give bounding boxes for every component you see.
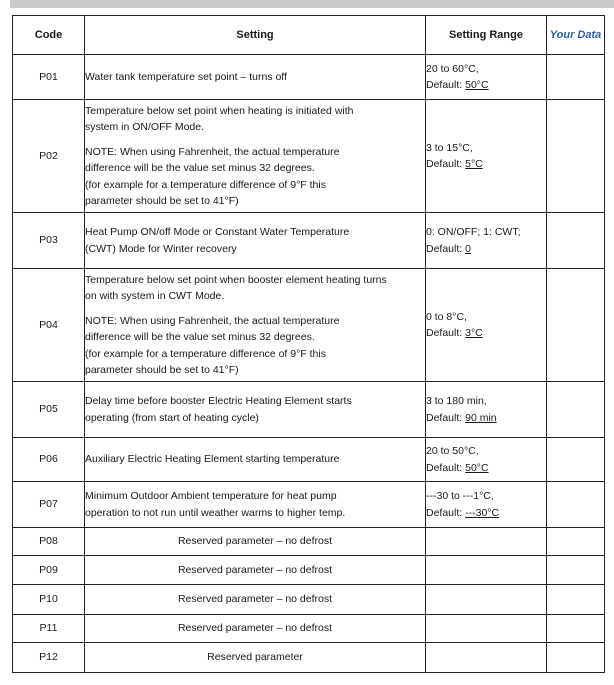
your-data-cell[interactable] — [547, 615, 605, 643]
table-row — [13, 643, 605, 673]
default-label: Default: — [426, 461, 463, 474]
default-value: 50°C — [465, 461, 489, 474]
table-row — [13, 269, 605, 382]
your-data-cell[interactable] — [547, 528, 605, 556]
setting-note-line: (for example for a temperature difference of 9°F this — [85, 178, 326, 191]
table-row — [13, 528, 605, 556]
setting-note-line: (for example for a temperature difference of 9°F this — [85, 347, 326, 360]
range-line: 0 to 8°C, — [426, 310, 467, 323]
your-data-cell[interactable] — [547, 438, 605, 482]
setting-line: Heat Pump ON/off Mode or Constant Water Temperature — [85, 226, 350, 238]
default-label: Default: — [426, 506, 463, 519]
setting-line: Delay time before booster Electric Heating Element starts — [85, 395, 352, 407]
row-range — [426, 556, 547, 585]
table-row — [13, 55, 605, 100]
your-data-cell[interactable] — [547, 556, 605, 585]
header-setting-range: Setting Range — [426, 16, 547, 55]
row-setting — [85, 55, 426, 100]
row-code: P06 — [13, 438, 85, 482]
row-range — [426, 643, 547, 673]
default-value: 90 min — [465, 411, 497, 424]
setting-note-line: NOTE: When using Fahrenheit, the actual temperature — [85, 314, 340, 327]
row-code: P12 — [13, 643, 85, 673]
setting-line: operating (from start of heating cycle) — [85, 411, 259, 424]
row-setting — [85, 269, 426, 382]
default-label: Default: — [426, 242, 463, 255]
your-data-cell[interactable] — [547, 643, 605, 673]
default-label: Default: — [426, 411, 463, 424]
table-row — [13, 213, 605, 269]
row-range — [426, 55, 547, 100]
row-range — [426, 615, 547, 643]
header-your-data: Your Data — [547, 16, 605, 55]
row-range — [426, 528, 547, 556]
range-line: 0: ON/OFF; 1: CWT; — [426, 226, 521, 238]
header-setting: Setting — [85, 16, 426, 55]
table-row — [13, 100, 605, 213]
row-setting — [85, 438, 426, 482]
row-code: P07 — [13, 482, 85, 528]
row-range — [426, 585, 547, 615]
your-data-cell[interactable] — [547, 269, 605, 382]
setting-note-line: parameter should be set to 41°F) — [85, 364, 239, 376]
row-range — [426, 213, 547, 269]
your-data-cell[interactable] — [547, 55, 605, 100]
range-line: 3 to 15°C, — [426, 141, 473, 154]
your-data-cell[interactable] — [547, 213, 605, 269]
table-row — [13, 382, 605, 438]
row-setting: Reserved parameter – no defrost — [85, 556, 426, 585]
table-row — [13, 482, 605, 528]
range-line: 3 to 180 min, — [426, 395, 487, 407]
row-code: P02 — [13, 100, 85, 213]
default-label: Default: — [426, 327, 463, 339]
range-default — [426, 77, 546, 94]
setting-line: Auxiliary Electric Heating Element starting temperature — [85, 453, 340, 466]
range-default — [426, 156, 546, 173]
setting-note-line: NOTE: When using Fahrenheit, the actual temperature — [85, 145, 340, 158]
row-range — [426, 382, 547, 438]
setting-line: Temperature below set point when booster element heating turns — [85, 273, 387, 286]
row-range — [426, 269, 547, 382]
parameter-table — [12, 15, 605, 673]
row-code: P09 — [13, 556, 85, 585]
setting-note-line: difference will be the value set minus 32 degrees. — [85, 162, 315, 174]
row-code: P01 — [13, 55, 85, 100]
default-label: Default: — [426, 79, 463, 91]
range-line: 20 to 50°C, — [426, 445, 479, 457]
range-line: 20 to 60°C, — [426, 62, 479, 75]
setting-note-line: difference will be the value set minus 32 degrees. — [85, 331, 315, 343]
row-code: P04 — [13, 269, 85, 382]
header-row — [13, 16, 605, 55]
default-value: ---30°C — [465, 506, 500, 519]
setting-note-line: parameter should be set to 41°F) — [85, 195, 239, 207]
row-range — [426, 100, 547, 213]
range-default — [426, 505, 546, 522]
table-row — [13, 615, 605, 643]
your-data-cell[interactable] — [547, 482, 605, 528]
setting-line: Minimum Outdoor Ambient temperature for heat pump — [85, 490, 337, 502]
setting-line: system in ON/OFF Mode. — [85, 121, 205, 133]
row-setting — [85, 382, 426, 438]
default-value: 0 — [465, 242, 471, 255]
table-row — [13, 556, 605, 585]
default-value: 3°C — [465, 327, 483, 339]
table-row — [13, 585, 605, 615]
row-code: P11 — [13, 615, 85, 643]
range-default — [426, 325, 546, 342]
default-label: Default: — [426, 158, 463, 170]
row-setting — [85, 100, 426, 213]
table-row — [13, 438, 605, 482]
range-default — [426, 460, 546, 477]
row-code: P08 — [13, 528, 85, 556]
row-range — [426, 482, 547, 528]
range-default — [426, 241, 546, 258]
row-code: P05 — [13, 382, 85, 438]
top-bar — [10, 0, 614, 8]
your-data-cell[interactable] — [547, 382, 605, 438]
row-range — [426, 438, 547, 482]
row-setting — [85, 482, 426, 528]
setting-line: Temperature below set point when heating is initiated with — [85, 104, 354, 117]
row-setting: Reserved parameter — [85, 643, 426, 673]
setting-line: (CWT) Mode for Winter recovery — [85, 242, 237, 255]
row-setting — [85, 213, 426, 269]
range-line: ---30 to ---1°C, — [426, 490, 494, 502]
setting-line: Water tank temperature set point – turns off — [85, 70, 287, 83]
your-data-cell[interactable] — [547, 585, 605, 615]
setting-line: on with system in CWT Mode. — [85, 290, 225, 302]
row-code: P10 — [13, 585, 85, 615]
default-value: 50°C — [465, 79, 489, 91]
default-value: 5°C — [465, 158, 483, 170]
row-setting: Reserved parameter – no defrost — [85, 615, 426, 643]
range-default — [426, 410, 546, 427]
row-setting: Reserved parameter – no defrost — [85, 585, 426, 615]
your-data-cell[interactable] — [547, 100, 605, 213]
row-setting: Reserved parameter – no defrost — [85, 528, 426, 556]
header-code: Code — [13, 16, 85, 55]
setting-line: operation to not run until weather warms to higher temp. — [85, 506, 346, 519]
row-code: P03 — [13, 213, 85, 269]
